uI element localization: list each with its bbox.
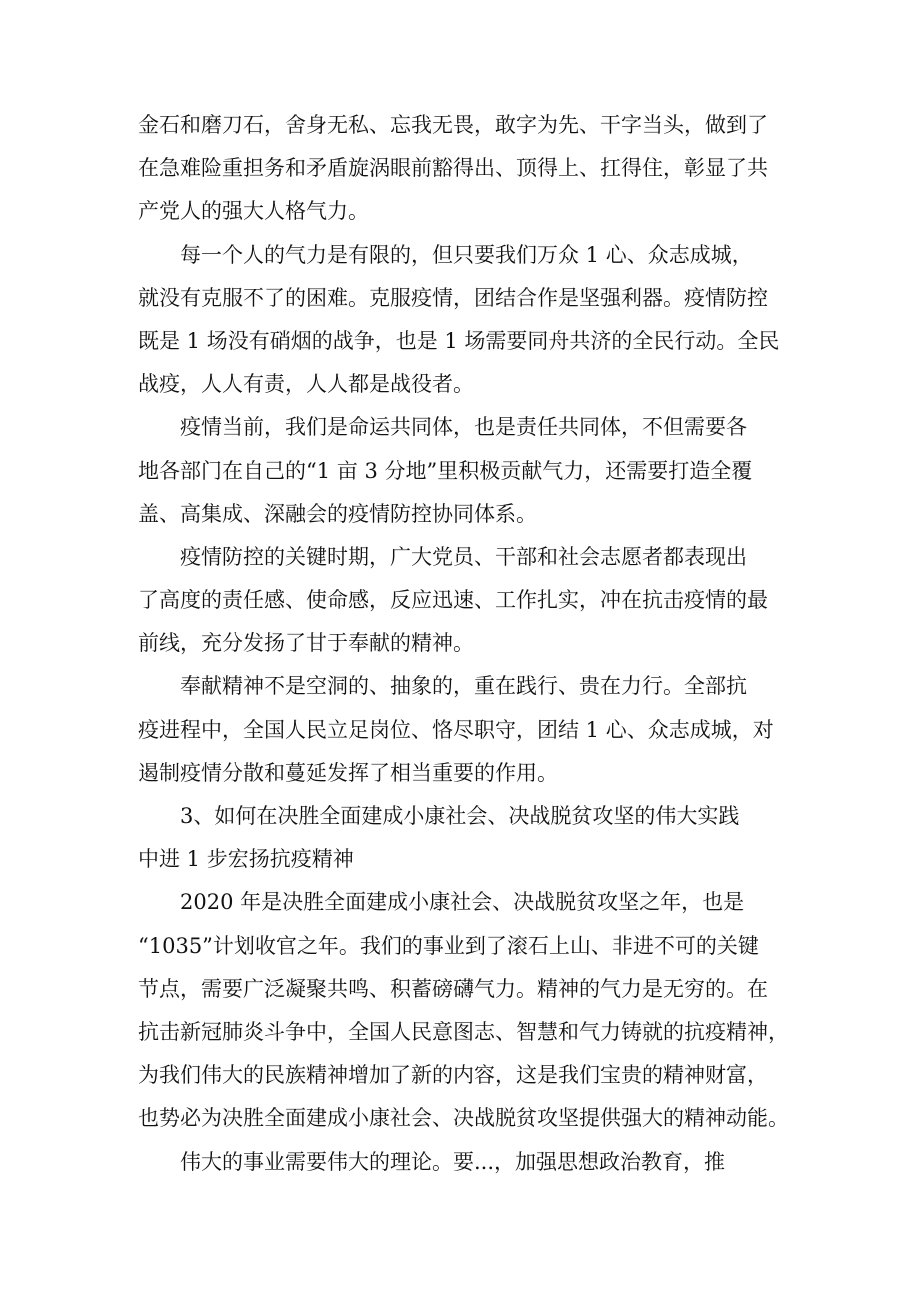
document-body xyxy=(138,104,788,1184)
paragraph-line: 战疫，人人有责，人人都是战役者。 xyxy=(138,372,474,397)
paragraph-line: 伟大的事业需要伟大的理论。要...，加强思想政治教育，推 xyxy=(180,1149,726,1174)
heading-line: 中进 1 步宏扬抗疫精神 xyxy=(138,847,354,872)
paragraph-line: 抗击新冠肺炎斗争中，全国人民意图志、智慧和气力铸就的抗疫精神， xyxy=(138,1019,789,1044)
paragraph-line: 金石和磨刀石，舍身无私、忘我无畏，敢字为先、干字当头，做到了 xyxy=(138,113,768,137)
paragraph-1 xyxy=(138,104,788,234)
paragraph-4 xyxy=(138,536,788,666)
paragraph-7 xyxy=(138,1141,788,1184)
paragraph-line: 疫情当前，我们是命运共同体，也是责任共同体，不但需要各 xyxy=(180,415,747,440)
paragraph-line: 2020 年是决胜全面建成小康社会、决战脱贫攻坚之年，也是 xyxy=(180,890,745,915)
paragraph-line: 也势必为决胜全面建成小康社会、决战脱贫攻坚提供强大的精神动能。 xyxy=(138,1106,789,1131)
paragraph-5 xyxy=(138,665,788,795)
paragraph-line: 节点，需要广泛凝聚共鸣、积蓄磅礴气力。精神的气力是无穷的。在 xyxy=(138,976,768,1001)
paragraph-line: 既是 1 场没有硝烟的战争，也是 1 场需要同舟共济的全民行动。全民 xyxy=(138,328,780,353)
paragraph-6 xyxy=(138,881,788,1140)
paragraph-line: 了高度的责任感、使命感，反应迅速、工作扎实，冲在抗击疫情的最 xyxy=(138,588,768,613)
paragraph-line: 疫进程中，全国人民立足岗位、恪尽职守，团结 1 心、众志成城，对 xyxy=(138,717,774,742)
paragraph-line: “1035”计划收官之年。我们的事业到了滚石上山、非进不可的关键 xyxy=(138,933,759,958)
heading-line: 3、如何在决胜全面建成小康社会、决战脱贫攻坚的伟大实践 xyxy=(180,804,740,828)
paragraph-line: 地各部门在自己的“1 亩 3 分地”里积极贡献气力，还需要打造全覆 xyxy=(138,458,753,483)
paragraph-line: 遏制疫情分散和蔓延发挥了相当重要的作用。 xyxy=(138,760,558,785)
paragraph-3 xyxy=(138,406,788,536)
paragraph-line: 在急难险重担务和矛盾旋涡眼前豁得出、顶得上、扛得住，彰显了共 xyxy=(138,156,768,181)
section-heading-3 xyxy=(138,795,788,881)
paragraph-line: 盖、高集成、深融会的疫情防控协同体系。 xyxy=(138,501,537,526)
paragraph-2 xyxy=(138,234,788,407)
paragraph-line: 为我们伟大的民族精神增加了新的内容，这是我们宝贵的精神财富， xyxy=(138,1063,768,1088)
paragraph-line: 疫情防控的关键时期，广大党员、干部和社会志愿者都表现出 xyxy=(180,544,747,569)
paragraph-line: 产党人的强大人格气力。 xyxy=(138,199,369,224)
paragraph-line: 奉献精神不是空洞的、抽象的，重在践行、贵在力行。全部抗 xyxy=(180,674,747,699)
paragraph-line: 前线，充分发扬了甘于奉献的精神。 xyxy=(138,631,474,656)
paragraph-line: 每一个人的气力是有限的，但只要我们万众 1 心、众志成城， xyxy=(180,242,753,267)
paragraph-line: 就没有克服不了的困难。克服疫情，团结合作是坚强利器。疫情防控 xyxy=(138,285,768,310)
